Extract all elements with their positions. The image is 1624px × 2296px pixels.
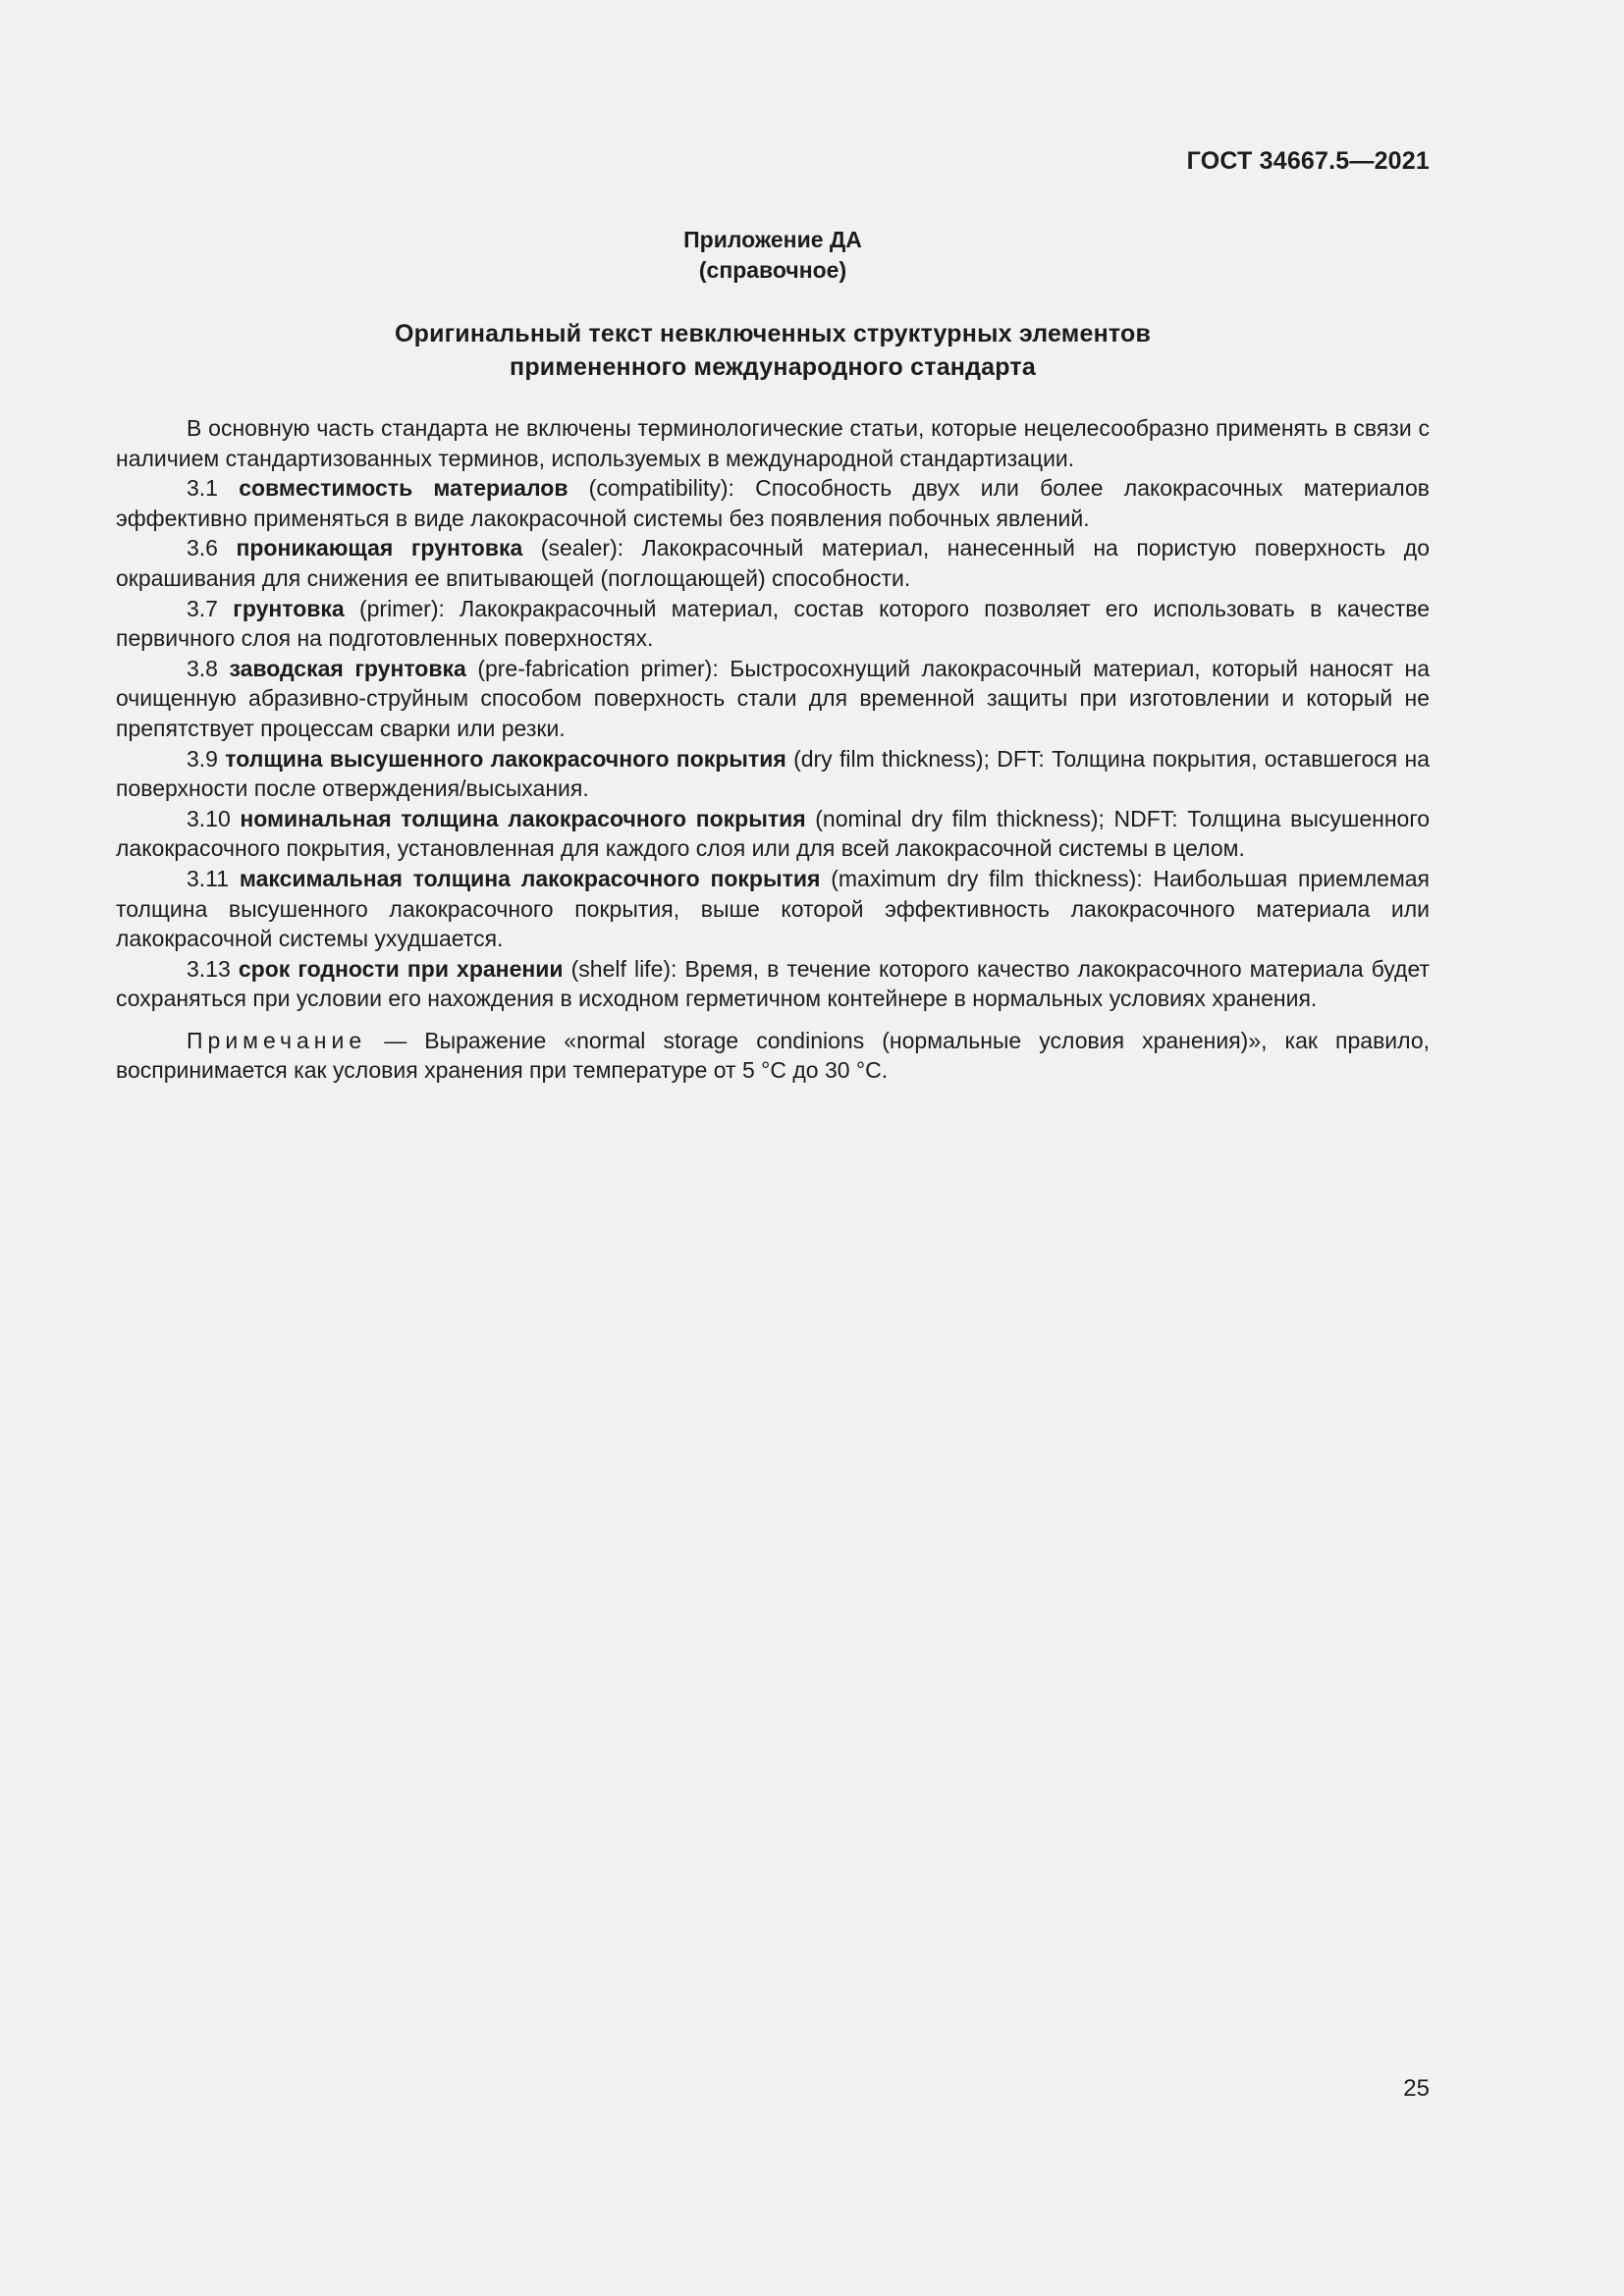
term-number: 3.13 bbox=[187, 955, 239, 982]
term-name: заводская грунтовка bbox=[229, 655, 466, 681]
term-number: 3.1 bbox=[187, 475, 240, 502]
term-name: совместимость материалов bbox=[239, 475, 568, 502]
term-name: грунтовка bbox=[233, 595, 345, 621]
appendix-title: Приложение ДА bbox=[683, 227, 862, 252]
term-entry bbox=[116, 594, 1430, 654]
term-entry bbox=[116, 654, 1430, 744]
note-label: Примечание bbox=[187, 1027, 367, 1053]
term-entry bbox=[116, 864, 1430, 954]
section-title-line-2: примененного международного стандарта bbox=[510, 353, 1036, 381]
term-number: 3.11 bbox=[187, 865, 240, 891]
term-name: номинальная толщина лакокрасочного покрытия bbox=[240, 805, 806, 831]
term-definition: (sealer): Лакокрасочный материал, нанесенный на пористую поверхность до окрашивания для снижения ее впитывающей (поглощающей) способности. bbox=[116, 535, 1430, 591]
term-number: 3.10 bbox=[187, 805, 241, 831]
document-id: ГОСТ 34667.5—2021 bbox=[1186, 147, 1430, 175]
term-definition: (compatibility): Способность двух или более лакокрасочных материалов эффективно применяться в виде лакокрасочной системы без появления побочных явлений. bbox=[116, 475, 1430, 531]
term-name: срок годности при хранении bbox=[238, 955, 564, 982]
document-body bbox=[116, 413, 1430, 1086]
intro-paragraph: В основную часть стандарта не включены терминологические статьи, которые нецелесообразно применять в связи с наличием стандартизованных терминов, используемых в международной стандартизации. bbox=[116, 415, 1430, 471]
term-entry bbox=[116, 804, 1430, 864]
section-title bbox=[116, 317, 1430, 384]
term-definition: (nominal dry film thickness); NDFT: Толщина высушенного лакокрасочного покрытия, установленная для каждого слоя или для всей лакокрасочной системы в целом. bbox=[116, 805, 1430, 862]
term-definition: (primer): Лакокракрасочный материал, состав которого позволяет его использовать в качестве первичного слоя на подготовленных поверхностях. bbox=[116, 595, 1430, 652]
term-entry bbox=[116, 473, 1430, 533]
term-number: 3.6 bbox=[187, 535, 237, 561]
term-entry bbox=[116, 744, 1430, 804]
term-name: толщина высушенного лакокрасочного покрытия bbox=[225, 745, 786, 772]
term-number: 3.9 bbox=[187, 745, 226, 772]
section-title-line-1: Оригинальный текст невключенных структурных элементов bbox=[394, 320, 1152, 347]
term-definition: (maximum dry film thickness): Наибольшая приемлемая толщина высушенного лакокрасочного покрытия, выше которой эффективность лакокрасочного материала или лакокрасочной системы ухудшается. bbox=[116, 865, 1431, 952]
term-name: максимальная толщина лакокрасочного покрытия bbox=[239, 865, 821, 891]
term-definition: (dry film thickness); DFT: Толщина покрытия, оставшегося на поверхности после отверждения/высыхания. bbox=[116, 745, 1430, 802]
appendix-heading bbox=[116, 225, 1430, 286]
note-paragraph bbox=[116, 1026, 1430, 1086]
note-text: Выражение «normal storage condinions (нормальные условия хранения)», как правило, воспринимается как условия хранения при температуре от 5 °С до 30 °С. bbox=[116, 1027, 1431, 1084]
term-entry bbox=[116, 954, 1430, 1014]
document-page bbox=[116, 0, 1430, 2296]
page-number: 25 bbox=[1403, 2075, 1430, 2102]
note-dash: — bbox=[366, 1027, 425, 1053]
term-number: 3.8 bbox=[187, 655, 230, 681]
term-definition: (pre-fabrication primer): Быстросохнущий лакокрасочный материал, который наносят на очищенную абразивно-струйным способом поверхность стали для временной защиты при изготовлении и который не препятствует процессам сварки или резки. bbox=[116, 655, 1430, 741]
term-number: 3.7 bbox=[187, 595, 234, 621]
appendix-subtitle: (справочное) bbox=[698, 257, 847, 283]
term-definition: (shelf life): Время, в течение которого качество лакокрасочного материала будет сохраняться при условии его нахождения в исходном герметичном контейнере в нормальных условиях хранения. bbox=[116, 955, 1431, 1012]
term-entry bbox=[116, 533, 1430, 593]
term-name: проникающая грунтовка bbox=[236, 535, 523, 561]
